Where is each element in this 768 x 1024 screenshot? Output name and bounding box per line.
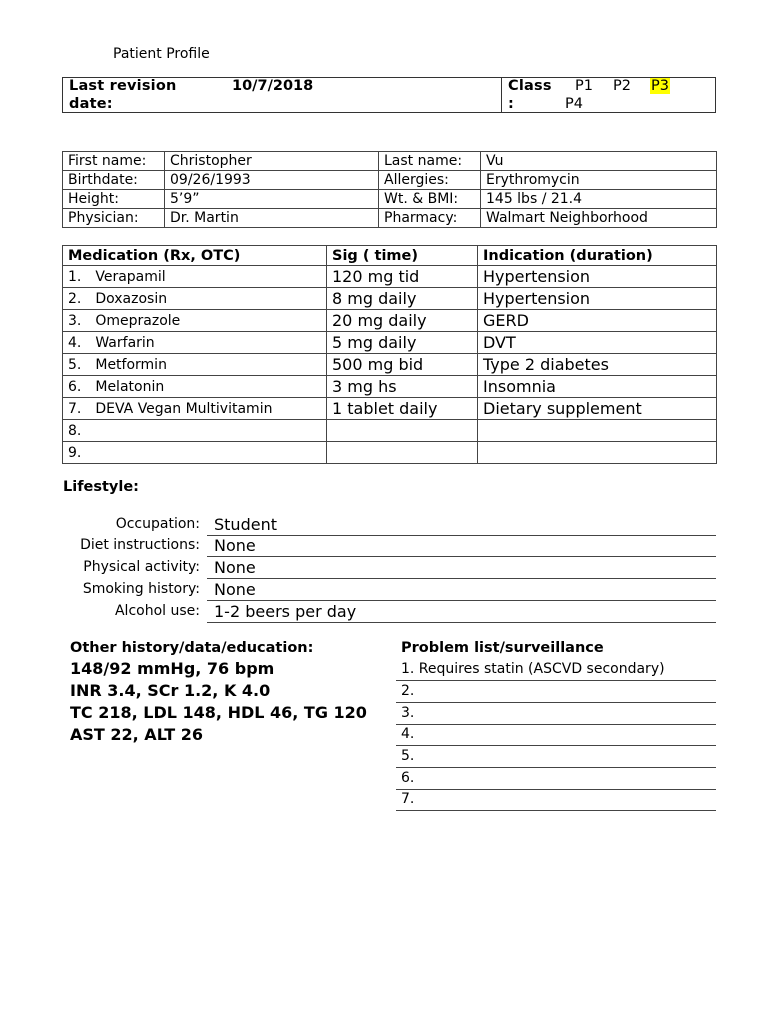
med-number: 4. <box>68 335 82 351</box>
problem-item <box>396 659 716 681</box>
med-sig <box>327 420 478 442</box>
physician-label: Physician: <box>63 209 165 228</box>
last-revision-label: Last revision <box>69 78 177 94</box>
problem-item <box>396 724 716 746</box>
med-sig: 20 mg daily <box>327 310 478 332</box>
allergies-value: Erythromycin <box>481 171 717 190</box>
birthdate-label: Birthdate: <box>63 171 165 190</box>
table-row <box>63 332 717 354</box>
alcohol-value: 1-2 beers per day <box>214 602 357 621</box>
med-number: 1. <box>68 269 82 285</box>
class-p4: P4 <box>565 96 583 112</box>
revision-header <box>62 77 716 113</box>
med-name: Doxazosin <box>95 291 168 307</box>
table-row <box>63 190 717 209</box>
med-name: Melatonin <box>95 379 165 395</box>
underline <box>207 578 716 579</box>
med-name: Metformin <box>95 357 167 373</box>
pharmacy-label: Pharmacy: <box>379 209 481 228</box>
medications-table <box>62 245 717 464</box>
underline <box>207 556 716 557</box>
lifestyle-heading: Lifestyle: <box>63 479 139 495</box>
wt-bmi-label: Wt. & BMI: <box>379 190 481 209</box>
class-p1: P1 <box>575 78 593 94</box>
activity-value: None <box>214 558 256 577</box>
height-value: 5’9” <box>165 190 379 209</box>
table-row <box>63 398 717 420</box>
med-indication: Type 2 diabetes <box>478 354 717 376</box>
last-revision-date: 10/7/2018 <box>232 78 314 94</box>
med-number: 5. <box>68 357 82 373</box>
med-indication <box>478 420 717 442</box>
problem-item <box>396 681 716 703</box>
class-label: Class <box>508 78 552 94</box>
occupation-label: Occupation: <box>115 516 200 532</box>
problem-item <box>396 703 716 725</box>
diet-row <box>62 536 716 557</box>
medications-header-row <box>63 246 717 266</box>
birthdate-value: 09/26/1993 <box>165 171 379 190</box>
table-row <box>63 354 717 376</box>
med-number: 7. <box>68 401 82 417</box>
liver-enzymes-line: AST 22, ALT 26 <box>70 725 203 744</box>
height-label: Height: <box>63 190 165 209</box>
problem-item <box>396 789 716 811</box>
occupation-row <box>62 515 716 536</box>
table-row <box>63 420 717 442</box>
sig-column-header: Sig ( time) <box>327 246 478 266</box>
med-sig: 500 mg bid <box>327 354 478 376</box>
last-revision-label-cont: date: <box>69 96 113 112</box>
first-name-value: Christopher <box>165 152 379 171</box>
med-number: 3. <box>68 313 82 329</box>
table-row <box>63 209 717 228</box>
header-divider <box>501 78 502 112</box>
underline <box>207 600 716 601</box>
med-indication <box>478 442 717 464</box>
table-row <box>63 152 717 171</box>
lipids-line: TC 218, LDL 148, HDL 46, TG 120 <box>70 703 367 722</box>
medication-column-header: Medication (Rx, OTC) <box>63 246 327 266</box>
med-indication: DVT <box>478 332 717 354</box>
smoking-row <box>62 580 716 601</box>
pharmacy-value: Walmart Neighborhood <box>481 209 717 228</box>
wt-bmi-value: 145 lbs / 21.4 <box>481 190 717 209</box>
med-indication: Insomnia <box>478 376 717 398</box>
med-sig: 3 mg hs <box>327 376 478 398</box>
table-row <box>63 266 717 288</box>
underline <box>207 622 716 623</box>
labs-line: INR 3.4, SCr 1.2, K 4.0 <box>70 681 271 700</box>
smoking-value: None <box>214 580 256 599</box>
activity-label: Physical activity: <box>83 559 200 575</box>
med-sig <box>327 442 478 464</box>
med-indication: Hypertension <box>478 288 717 310</box>
problem-text: 4. <box>401 726 415 742</box>
last-name-value: Vu <box>481 152 717 171</box>
allergies-label: Allergies: <box>379 171 481 190</box>
activity-row <box>62 558 716 579</box>
med-number: 6. <box>68 379 82 395</box>
med-number: 9. <box>68 445 82 461</box>
problem-text: 1. Requires statin (ASCVD secondary) <box>401 661 665 677</box>
problem-list-heading: Problem list/surveillance <box>401 640 604 656</box>
med-name: Omeprazole <box>95 313 181 329</box>
problem-text: 3. <box>401 705 415 721</box>
table-row <box>63 442 717 464</box>
med-indication: GERD <box>478 310 717 332</box>
med-number: 8. <box>68 423 82 439</box>
table-row <box>63 171 717 190</box>
problem-item <box>396 746 716 768</box>
med-name: Verapamil <box>95 269 166 285</box>
problem-text: 5. <box>401 748 415 764</box>
med-name: Warfarin <box>95 335 155 351</box>
med-name: DEVA Vegan Multivitamin <box>95 401 273 417</box>
other-history-heading: Other history/data/education: <box>70 640 314 656</box>
alcohol-label: Alcohol use: <box>114 603 200 619</box>
smoking-label: Smoking history: <box>82 581 200 597</box>
med-number: 2. <box>68 291 82 307</box>
problem-text: 7. <box>401 791 415 807</box>
patient-info-table <box>62 151 717 228</box>
first-name-label: First name: <box>63 152 165 171</box>
problem-text: 2. <box>401 683 415 699</box>
class-p2: P2 <box>613 78 631 94</box>
med-sig: 1 tablet daily <box>327 398 478 420</box>
last-name-label: Last name: <box>379 152 481 171</box>
physician-value: Dr. Martin <box>165 209 379 228</box>
table-row <box>63 310 717 332</box>
table-row <box>63 376 717 398</box>
med-sig: 120 mg tid <box>327 266 478 288</box>
page-title: Patient Profile <box>113 46 210 62</box>
med-indication: Dietary supplement <box>478 398 717 420</box>
class-p3-highlighted: P3 <box>651 78 669 94</box>
diet-value: None <box>214 536 256 555</box>
table-row <box>63 288 717 310</box>
occupation-value: Student <box>214 515 277 534</box>
class-label-colon: : <box>508 96 514 112</box>
med-indication: Hypertension <box>478 266 717 288</box>
vitals-line: 148/92 mmHg, 76 bpm <box>70 659 275 678</box>
diet-label: Diet instructions: <box>80 537 200 553</box>
problem-item <box>396 768 716 790</box>
problem-text: 6. <box>401 770 415 786</box>
indication-column-header: Indication (duration) <box>478 246 717 266</box>
med-sig: 5 mg daily <box>327 332 478 354</box>
med-sig: 8 mg daily <box>327 288 478 310</box>
alcohol-row <box>62 602 716 623</box>
